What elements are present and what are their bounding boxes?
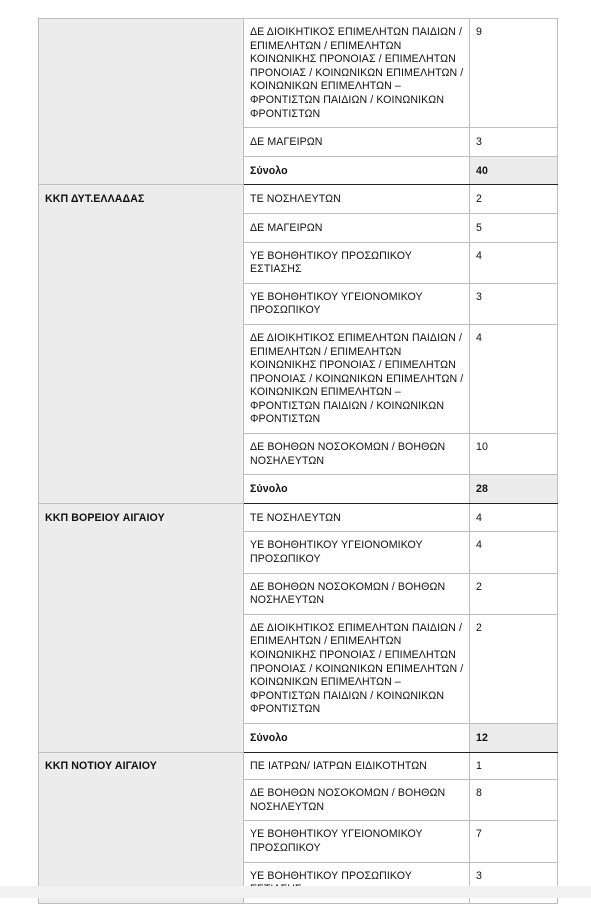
count-cell: 7 bbox=[470, 821, 558, 862]
positions-table bbox=[38, 18, 558, 904]
count-cell: 3 bbox=[470, 862, 558, 903]
count-cell: 4 bbox=[470, 324, 558, 433]
positions-table-body bbox=[39, 19, 558, 904]
count-cell: 4 bbox=[470, 532, 558, 573]
count-cell: 10 bbox=[470, 434, 558, 475]
position-cell: ΠΕ ΙΑΤΡΩΝ/ ΙΑΤΡΩΝ ΕΙΔΙΚΟΤΗΤΩΝ bbox=[244, 752, 470, 780]
position-cell: ΔΕ ΔΙΟΙΚΗΤΙΚΟΣ ΕΠΙΜΕΛΗΤΩΝ ΠΑΙΔΙΩΝ / ΕΠΙΜΕΛΗΤΩΝ / ΕΠΙΜΕΛΗΤΩΝ ΚΟΙΝΩΝΙΚΗΣ ΠΡΟΝΟΙΑΣ / ΕΠΙΜΕΛΗΤΩΝ ΠΡΟΝΟΙΑΣ / ΚΟΙΝΩΝΙΚΩΝ ΕΠΙΜΕΛΗΤΩΝ / ΚΟΙΝΩΝΙΚΩΝ ΕΠΙΜΕΛΗΤΩΝ – ΦΡΟΝΤΙΣΤΩΝ ΠΑΙΔΙΩΝ / ΚΟΙΝΩΝΙΚΩΝ ΦΡΟΝΤΙΣΤΩΝ bbox=[244, 614, 470, 723]
count-cell: 4 bbox=[470, 242, 558, 283]
position-cell: ΤΕ ΝΟΣΗΛΕΥΤΩΝ bbox=[244, 185, 470, 214]
position-cell: ΥΕ ΒΟΗΘΗΤΙΚΟΥ ΠΡΟΣΩΠΙΚΟΥ bbox=[244, 862, 470, 903]
position-cell: ΥΕ ΒΟΗΘΗΤΙΚΟΥ ΠΡΟΣΩΠΙΚΟΥ ΕΣΤΙΑΣΗΣ bbox=[244, 242, 470, 283]
position-cell: ΔΕ ΒΟΗΘΩΝ ΝΟΣΟΚΟΜΩΝ / ΒΟΗΘΩΝ ΝΟΣΗΛΕΥΤΩΝ bbox=[244, 434, 470, 475]
count-cell: 1 bbox=[470, 752, 558, 780]
position-cell: ΔΕ ΜΑΓΕΙΡΩΝ bbox=[244, 128, 470, 157]
count-cell: 2 bbox=[470, 573, 558, 614]
count-cell: 5 bbox=[470, 213, 558, 242]
count-cell: 8 bbox=[470, 780, 558, 821]
total-value: 28 bbox=[470, 475, 558, 504]
position-cell: ΔΕ ΜΑΓΕΙΡΩΝ bbox=[244, 213, 470, 242]
position-cell: ΥΕ ΒΟΗΘΗΤΙΚΟΥ ΥΓΕΙΟΝΟΜΙΚΟΥ ΠΡΟΣΩΠΙΚΟΥ bbox=[244, 283, 470, 324]
position-cell: ΤΕ ΝΟΣΗΛΕΥΤΩΝ bbox=[244, 503, 470, 532]
position-cell: ΔΕ ΒΟΗΘΩΝ ΝΟΣΟΚΟΜΩΝ / ΒΟΗΘΩΝ ΝΟΣΗΛΕΥΤΩΝ bbox=[244, 780, 470, 821]
region-cell: ΚΚΠ ΒΟΡΕΙΟΥ ΑΙΓΑΙΟΥ bbox=[39, 503, 244, 752]
total-label: Σύνολο bbox=[244, 723, 470, 752]
count-cell: 9 bbox=[470, 19, 558, 128]
total-value: 40 bbox=[470, 156, 558, 185]
count-cell: 2 bbox=[470, 185, 558, 214]
position-cell: ΔΕ ΒΟΗΘΩΝ ΝΟΣΟΚΟΜΩΝ / ΒΟΗΘΩΝ ΝΟΣΗΛΕΥΤΩΝ bbox=[244, 573, 470, 614]
position-cell: ΥΕ ΒΟΗΘΗΤΙΚΟΥ ΥΓΕΙΟΝΟΜΙΚΟΥ ΠΡΟΣΩΠΙΚΟΥ bbox=[244, 821, 470, 862]
table-row bbox=[39, 503, 558, 532]
position-cell: ΔΕ ΔΙΟΙΚΗΤΙΚΟΣ ΕΠΙΜΕΛΗΤΩΝ ΠΑΙΔΙΩΝ / ΕΠΙΜΕΛΗΤΩΝ / ΕΠΙΜΕΛΗΤΩΝ ΚΟΙΝΩΝΙΚΗΣ ΠΡΟΝΟΙΑΣ / ΕΠΙΜΕΛΗΤΩΝ ΠΡΟΝΟΙΑΣ / ΚΟΙΝΩΝΙΚΩΝ ΕΠΙΜΕΛΗΤΩΝ / ΚΟΙΝΩΝΙΚΩΝ ΕΠΙΜΕΛΗΤΩΝ – ΦΡΟΝΤΙΣΤΩΝ ΠΑΙΔΙΩΝ / ΚΟΙΝΩΝΙΚΩΝ ΦΡΟΝΤΙΣΤΩΝ bbox=[244, 19, 470, 128]
region-cell bbox=[39, 19, 244, 185]
region-cell: ΚΚΠ ΝΟΤΙΟΥ ΑΙΓΑΙΟΥ bbox=[39, 752, 244, 903]
total-label: Σύνολο bbox=[244, 475, 470, 504]
total-value: 12 bbox=[470, 723, 558, 752]
count-cell: 3 bbox=[470, 128, 558, 157]
count-cell: 3 bbox=[470, 283, 558, 324]
table-row bbox=[39, 19, 558, 128]
bottom-scroll-edge bbox=[0, 886, 591, 898]
count-cell: 4 bbox=[470, 503, 558, 532]
region-cell: ΚΚΠ ΔΥΤ.ΕΛΛΑΔΑΣ bbox=[39, 185, 244, 504]
position-cell: ΥΕ ΒΟΗΘΗΤΙΚΟΥ ΥΓΕΙΟΝΟΜΙΚΟΥ ΠΡΟΣΩΠΙΚΟΥ bbox=[244, 532, 470, 573]
total-label: Σύνολο bbox=[244, 156, 470, 185]
position-cell: ΔΕ ΔΙΟΙΚΗΤΙΚΟΣ ΕΠΙΜΕΛΗΤΩΝ ΠΑΙΔΙΩΝ / ΕΠΙΜΕΛΗΤΩΝ / ΕΠΙΜΕΛΗΤΩΝ ΚΟΙΝΩΝΙΚΗΣ ΠΡΟΝΟΙΑΣ / ΕΠΙΜΕΛΗΤΩΝ ΠΡΟΝΟΙΑΣ / ΚΟΙΝΩΝΙΚΩΝ ΕΠΙΜΕΛΗΤΩΝ / ΚΟΙΝΩΝΙΚΩΝ ΕΠΙΜΕΛΗΤΩΝ – ΦΡΟΝΤΙΣΤΩΝ ΠΑΙΔΙΩΝ / ΚΟΙΝΩΝΙΚΩΝ ΦΡΟΝΤΙΣΤΩΝ bbox=[244, 324, 470, 433]
table-row bbox=[39, 185, 558, 214]
table-row bbox=[39, 752, 558, 780]
count-cell: 2 bbox=[470, 614, 558, 723]
